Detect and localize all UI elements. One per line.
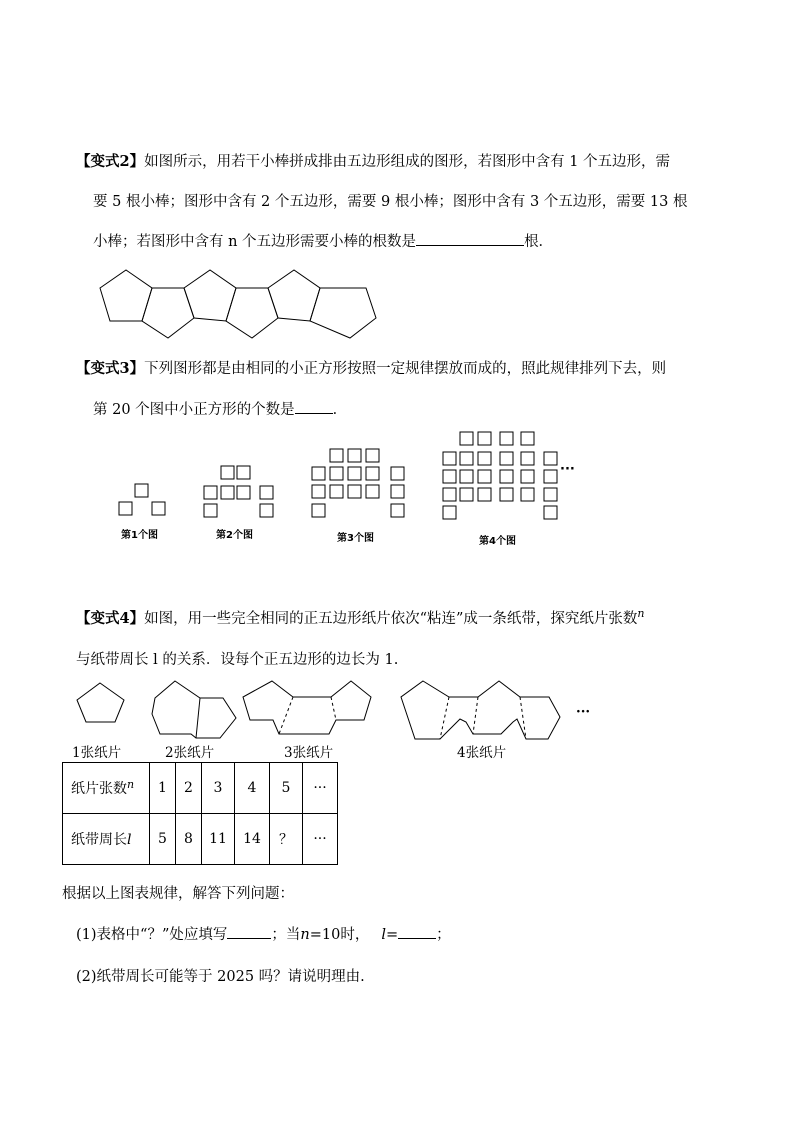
variant-2-text-3a: 小棒；若图形中含有 n 个五边形需要小棒的根数是	[93, 234, 417, 250]
strip-4-joint-1	[440, 697, 449, 739]
variant-4-line-2: 与纸带周长 l 的关系．设每个正五边形的边长为 1.	[76, 652, 399, 668]
figure-caption-1: 第1个图	[121, 530, 158, 541]
square	[366, 449, 379, 462]
square	[366, 467, 379, 480]
square	[443, 506, 456, 519]
square	[478, 452, 491, 465]
strip-2-joint	[196, 698, 200, 738]
variant-2-tag: 【变式2】	[76, 153, 145, 170]
table-cell: 1	[150, 763, 176, 814]
variant-2-line-2: 要 5 根小棒；图形中含有 2 个五边形，需要 9 根小棒；图形中含有 3 个五边形，需要 13 根	[93, 194, 688, 210]
square	[500, 470, 513, 483]
strip-2-outline	[152, 681, 236, 738]
square	[348, 449, 361, 462]
square	[521, 432, 534, 445]
square	[500, 452, 513, 465]
paper-strip-figure	[77, 681, 560, 739]
square	[348, 467, 361, 480]
square	[478, 432, 491, 445]
strip-3-joint-1	[279, 697, 293, 734]
strip-caption-3: 3张纸片	[284, 745, 334, 761]
square	[544, 506, 557, 519]
square	[330, 467, 343, 480]
answer-blank[interactable]	[398, 938, 436, 939]
square	[391, 467, 404, 480]
square	[544, 488, 557, 501]
figure-caption-4: 第4个图	[479, 536, 516, 547]
square	[521, 470, 534, 483]
variant-3-text-1: 下列图形都是由相同的小正方形按照一定规律摆放而成的，照此规律排列下去，则	[144, 361, 667, 377]
table-cell: 8	[176, 814, 202, 865]
table-cell: 14	[235, 814, 270, 865]
square	[221, 486, 234, 499]
square	[443, 452, 456, 465]
square	[521, 488, 534, 501]
row-header-count: 纸片张数$^n$	[63, 763, 150, 814]
variant-3-tag: 【变式3】	[76, 360, 145, 377]
figure-caption-2: 第2个图	[216, 530, 253, 541]
variant-4-tag: 【变式4】	[76, 610, 145, 627]
variant-4-text-1: 如图，用一些完全相同的正五边形纸片依次“粘连”成一条纸带，探究纸片张数	[144, 611, 638, 627]
table-cell: ？	[270, 814, 303, 865]
question-1: (1)表格中“？”处应填写 ；当n=10时， l= ；	[76, 927, 451, 943]
square	[204, 504, 217, 517]
square	[460, 432, 473, 445]
strip-caption-2: 2张纸片	[165, 745, 215, 761]
table-cell: ···	[303, 763, 338, 814]
answer-blank[interactable]	[227, 938, 271, 939]
square	[391, 485, 404, 498]
square	[478, 488, 491, 501]
square	[152, 502, 165, 515]
strip-4-outline	[401, 681, 560, 739]
square	[460, 452, 473, 465]
variant-2-text-3b: 根．	[524, 234, 554, 250]
square	[460, 488, 473, 501]
table-cell: ···	[303, 814, 338, 865]
strip-caption-4: 4张纸片	[457, 745, 507, 761]
square	[500, 488, 513, 501]
table-row	[63, 763, 338, 814]
questions-intro: 根据以上图表规律，解答下列问题：	[62, 886, 294, 902]
square	[312, 485, 325, 498]
variant-3-text-2b: ．	[332, 402, 348, 418]
variable-l: l	[381, 927, 386, 943]
variant-3-text-2a: 第 20 个图中小正方形的个数是	[93, 402, 295, 418]
pentagon-chain-figure	[100, 270, 376, 338]
square	[237, 486, 250, 499]
square	[443, 488, 456, 501]
strip-ellipsis: ···	[576, 704, 591, 720]
strip-4-joint-2	[473, 697, 478, 734]
table-cell: 2	[176, 763, 202, 814]
square	[521, 452, 534, 465]
table-cell: 5	[270, 763, 303, 814]
square-pattern-figure	[119, 432, 557, 519]
square	[135, 484, 148, 497]
square	[330, 485, 343, 498]
square	[348, 485, 361, 498]
table-cell: 3	[202, 763, 235, 814]
table-row	[63, 814, 338, 865]
variant-2-text-1: 如图所示，用若干小棒拼成排由五边形组成的图形，若图形中含有 1 个五边形，需	[144, 154, 671, 170]
square	[443, 470, 456, 483]
strip-caption-1: 1张纸片	[72, 745, 122, 761]
square	[544, 470, 557, 483]
variable-n: n	[637, 607, 645, 620]
variable-n: n	[127, 778, 135, 791]
square	[237, 466, 250, 479]
square	[330, 449, 343, 462]
question-2: (2)纸带周长可能等于 2025 吗？请说明理由.	[76, 969, 365, 985]
square	[221, 466, 234, 479]
square	[391, 504, 404, 517]
square	[366, 485, 379, 498]
data-table	[62, 762, 338, 865]
table-cell: 4	[235, 763, 270, 814]
variable-n: n	[300, 927, 310, 943]
square-pattern-ellipsis: ···	[560, 462, 575, 477]
pentagon-down-3	[310, 288, 376, 338]
table-cell: 5	[150, 814, 176, 865]
row-header-perimeter: 纸带周长l	[63, 814, 150, 865]
strip-1	[77, 683, 124, 722]
square	[478, 470, 491, 483]
strip-3-joint-2	[331, 697, 336, 720]
square	[260, 486, 273, 499]
square	[500, 432, 513, 445]
variable-l: l	[127, 832, 132, 848]
square	[204, 486, 217, 499]
figure-caption-3: 第3个图	[337, 533, 374, 544]
square	[260, 504, 273, 517]
square	[460, 470, 473, 483]
square	[312, 467, 325, 480]
square	[312, 504, 325, 517]
square	[119, 502, 132, 515]
strip-3-outline	[243, 681, 371, 734]
table-cell: 11	[202, 814, 235, 865]
square	[544, 452, 557, 465]
